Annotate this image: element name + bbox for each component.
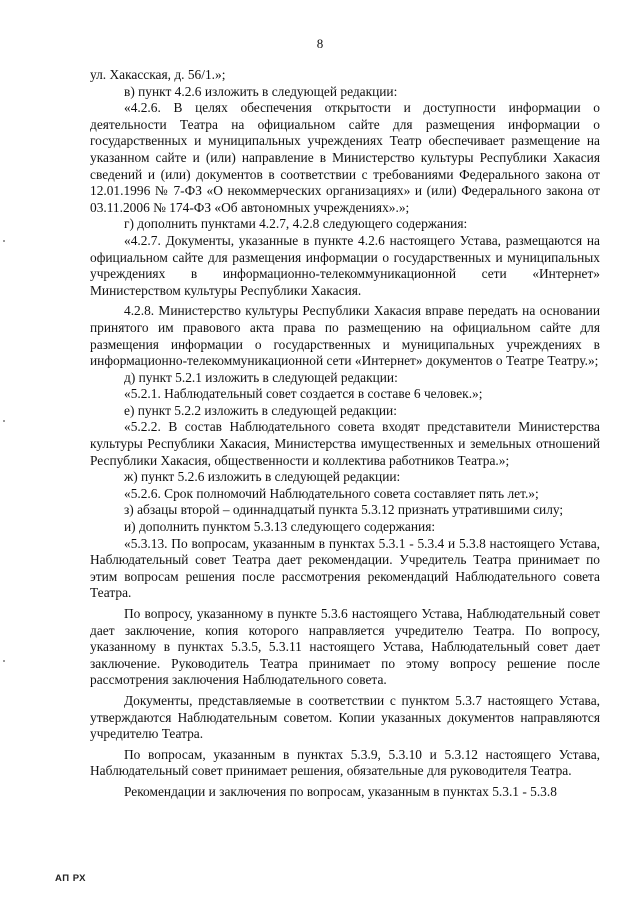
scan-edge-mark (3, 420, 5, 422)
paragraph: з) абзацы второй – одиннадцатый пункта 5.3.12 признать утратившими силу; (124, 502, 564, 518)
paragraph: «4.2.7. Документы, указанные в пункте 4.2.6 настоящего Устава, размещаются на официальном сайте для размещения информации о государственных и муниципальных учреждениях в информационно-телекоммуникационной сети «Интернет» Министерством культуры Республики Хакасия. (90, 232, 600, 298)
paragraph: По вопросу, указанному в пункте 5.3.6 настоящего Устава, Наблюдательный совет дает заключение, копия которого направляется учредителю Театра. По вопросу, указанному в пунктах 5.3.5, 5.3.11 настоящего Устава, Наблюдательный совет дает заключение. Руководитель Театра принимает по этому вопросу решение после рассмотрения заключения Наблюдательного совета. (90, 606, 600, 688)
paragraph: 4.2.8. Министерство культуры Республики Хакасия вправе передать на основании принятого им правового акта права по размещению на официальном сайте для размещения информации о государственных и муниципальных учреждениях в информационно-телекоммуникационной сети «Интернет» документов о Театре Театру.»; (90, 303, 600, 369)
paragraph: ул. Хакасская, д. 56/1.»; (90, 67, 226, 82)
page-number: 8 (316, 36, 324, 51)
paragraph: г) дополнить пунктами 4.2.7, 4.2.8 следующего содержания: (124, 216, 468, 232)
paragraph: «5.2.2. В состав Наблюдательного совета входят представители Министерства культуры Республики Хакасия, Министерства имущественных и земельных отношений Республики Хакасия, общественности и коллектива работников Театра.»; (90, 419, 600, 468)
paragraph: д) пункт 5.2.1 изложить в следующей редакции: (124, 369, 398, 385)
scan-edge-mark (3, 240, 5, 242)
paragraph: и) дополнить пунктом 5.3.13 следующего содержания: (124, 519, 436, 535)
paragraph: Документы, представляемые в соответствии с пунктом 5.3.7 настоящего Устава, утверждаются Наблюдательным советом. Копии указанных документов направляются учредителю Театра. (90, 692, 600, 742)
paragraph: «5.2.1. Наблюдательный совет создается в составе 6 человек.»; (124, 386, 483, 402)
paragraph: Рекомендации и заключения по вопросам, указанным в пунктах 5.3.1 - 5.3.8 (124, 783, 557, 799)
paragraph: е) пункт 5.2.2 изложить в следующей редакции: (124, 402, 397, 418)
paragraph: в) пункт 4.2.6 изложить в следующей редакции: (124, 83, 398, 99)
paragraph: По вопросам, указанным в пунктах 5.3.9, 5.3.10 и 5.3.12 настоящего Устава, Наблюдательный совет принимает решения, обязательные для руководителя Театра. (90, 746, 600, 779)
paragraph: «5.3.13. По вопросам, указанным в пунктах 5.3.1 - 5.3.4 и 5.3.8 настоящего Устава, Наблюдательный совет Театра дает рекомендации. Учредитель Театра принимает по этим вопросам решения после рассмотрения рекомендаций Наблюдательного совета Театра. (90, 535, 600, 601)
paragraph: «4.2.6. В целях обеспечения открытости и доступности информации о деятельности Театра на официальном сайте для размещения информации о государственных и муниципальных учреждениях Театр обеспечивает размещение на указанном сайте и (или) направление в Министерство культуры Республики Хакасия сведений и (или) документов в соответствии с требованиями Федерального закона от 12.01.1996 № 7-ФЗ «О некоммерческих организациях» и (или) Федерального закона от 03.11.2006 № 174-ФЗ «Об автономных учреждениях».»; (90, 100, 600, 215)
footer-stamp: АП РХ (55, 873, 87, 884)
scan-edge-mark (3, 660, 5, 662)
paragraph: ж) пункт 5.2.6 изложить в следующей редакции: (124, 469, 401, 485)
document-body (90, 67, 600, 801)
paragraph: «5.2.6. Срок полномочий Наблюдательного совета составляет пять лет.»; (124, 485, 539, 501)
